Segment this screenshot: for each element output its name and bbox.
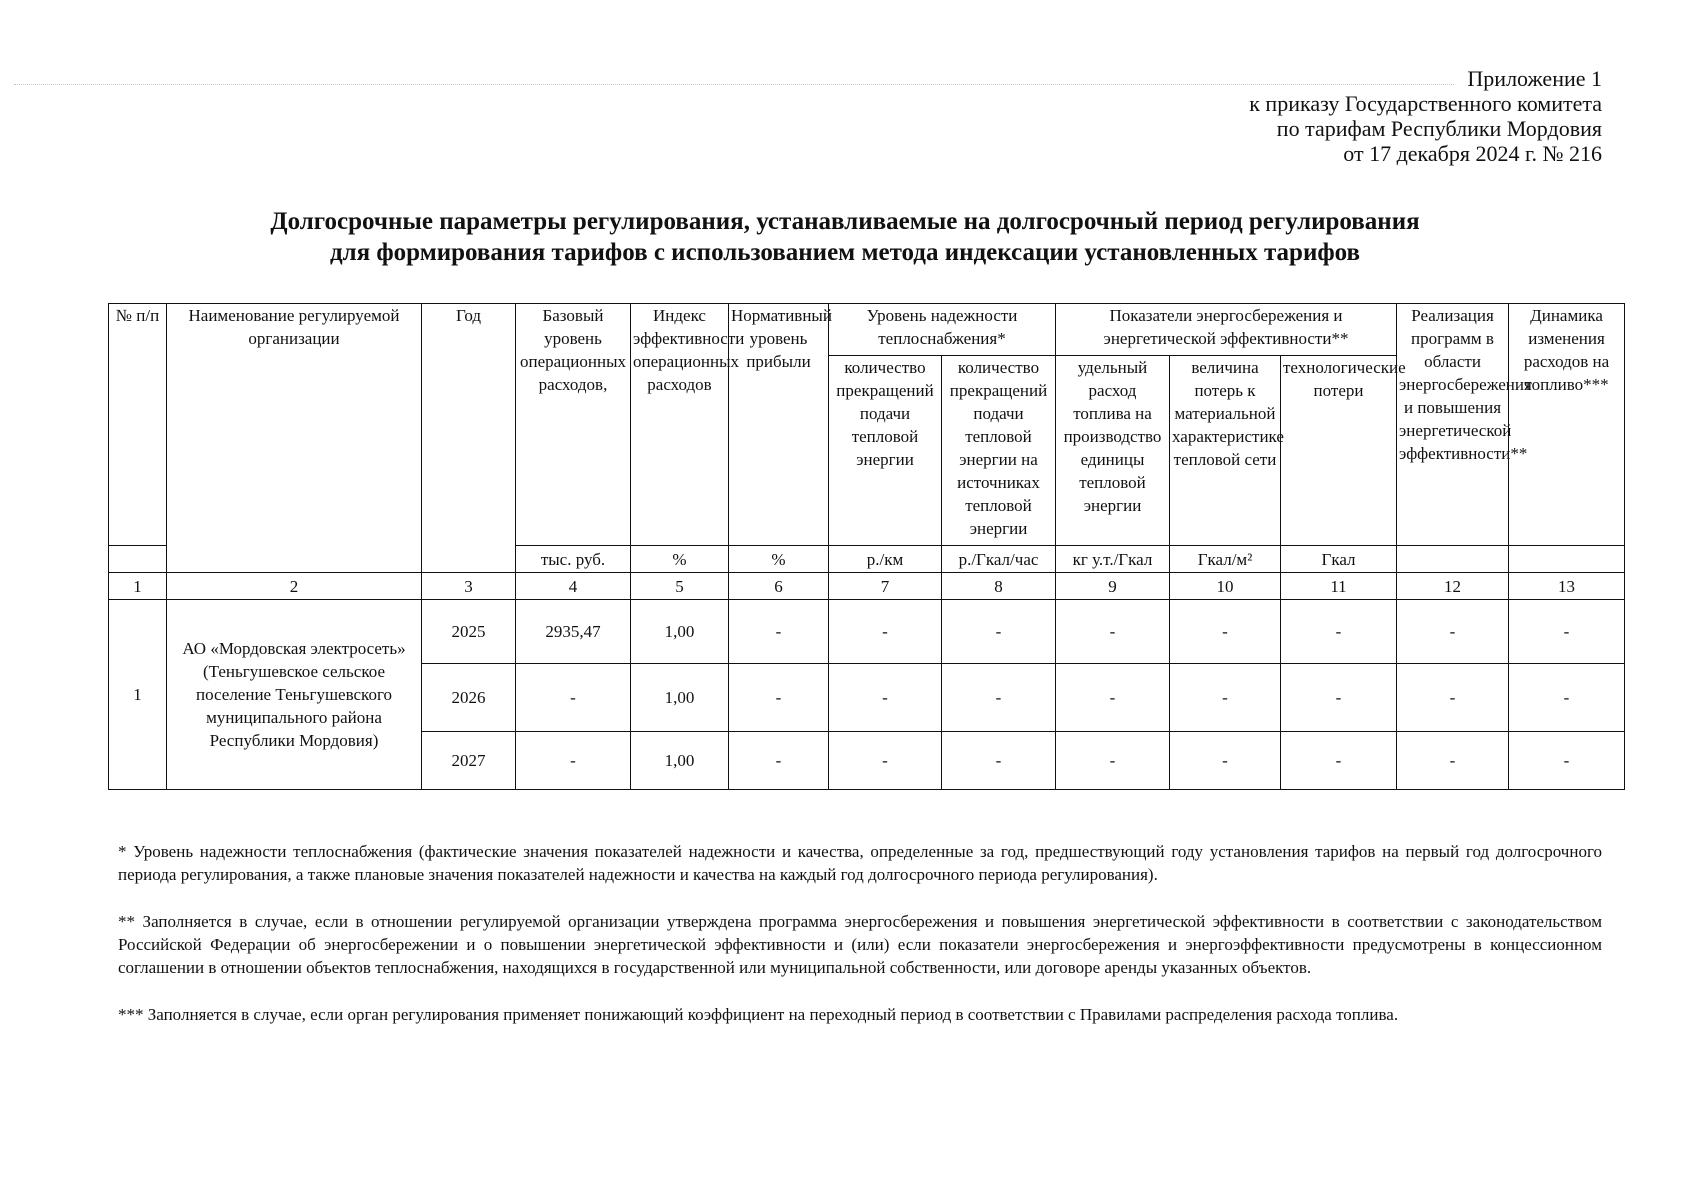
appendix-line: от 17 декабря 2024 г. № 216 (1343, 141, 1602, 166)
unit-technological-losses: Гкал (1281, 546, 1397, 573)
column-number: 11 (1281, 573, 1397, 600)
header-interruptions-sources: количество прекращений подачи тепловой энергии на источниках тепловой энергии (942, 356, 1056, 546)
cell-specific-fuel: - (1056, 600, 1170, 664)
cell-losses-material: - (1170, 600, 1281, 664)
cell-losses-material: - (1170, 732, 1281, 790)
cell-efficiency-index: 1,00 (631, 732, 729, 790)
unit-interruptions-sources: р./Гкал/час (942, 546, 1056, 573)
header-specific-fuel: удельный расход топлива на производство единицы тепловой энергии (1056, 356, 1170, 546)
document-title (150, 206, 1540, 268)
cell-base-opex: 2935,47 (516, 600, 631, 664)
unit-interruptions: р./км (829, 546, 942, 573)
cell-specific-fuel: - (1056, 732, 1170, 790)
column-number: 8 (942, 573, 1056, 600)
header-base-opex: Базовый уровень операционных расходов, (516, 304, 631, 546)
column-number: 2 (167, 573, 422, 600)
header-losses-material: величина потерь к материальной характеристике тепловой сети (1170, 356, 1281, 546)
appendix-reference (902, 66, 1602, 166)
cell-interruptions-sources: - (942, 732, 1056, 790)
cell-fuel-dynamics: - (1509, 732, 1625, 790)
title-line: Долгосрочные параметры регулирования, устанавливаемые на долгосрочный период регулирования (270, 208, 1420, 235)
footnote-fuel: *** Заполняется в случае, если орган регулирования применяет понижающий коэффициент на переходный период в соответствии с Правилами распределения расхода топлива. (118, 1005, 1399, 1024)
column-number: 1 (109, 573, 167, 600)
footnotes (118, 840, 1602, 1050)
header-programs: Реализация программ в области энергосбережения и повышения энергетической эффективности** (1397, 304, 1509, 546)
cell-profit-level: - (729, 664, 829, 732)
column-number: 13 (1509, 573, 1625, 600)
header-year: Год (422, 304, 516, 573)
cell-technological-losses: - (1281, 600, 1397, 664)
unit-base: тыс. руб. (516, 546, 631, 573)
header-org: Наименование регулируемой организации (167, 304, 422, 573)
column-number: 7 (829, 573, 942, 600)
cell-programs: - (1397, 664, 1509, 732)
cell-profit-level: - (729, 732, 829, 790)
unit-specific-fuel: кг у.т./Гкал (1056, 546, 1170, 573)
cell-losses-material: - (1170, 664, 1281, 732)
unit-index: % (631, 546, 729, 573)
unit-cell-empty (109, 546, 167, 573)
title-line: для формирования тарифов с использованием метода индексации установленных тарифов (329, 239, 1361, 266)
column-number: 10 (1170, 573, 1281, 600)
unit-norm: % (729, 546, 829, 573)
cell-fuel-dynamics: - (1509, 664, 1625, 732)
header-energy-saving: Показатели энергосбережения и энергетической эффективности** (1056, 304, 1397, 356)
cell-technological-losses: - (1281, 664, 1397, 732)
header-num: № п/п (109, 304, 167, 546)
header-efficiency-index: Индекс эффективности операционных расходов (631, 304, 729, 546)
column-number: 9 (1056, 573, 1170, 600)
cell-profit-level: - (729, 600, 829, 664)
row-number: 1 (109, 600, 167, 790)
column-number: 5 (631, 573, 729, 600)
cell-year: 2027 (422, 732, 516, 790)
cell-base-opex: - (516, 664, 631, 732)
cell-programs: - (1397, 600, 1509, 664)
column-number: 6 (729, 573, 829, 600)
cell-efficiency-index: 1,00 (631, 664, 729, 732)
footnote-reliability: * Уровень надежности теплоснабжения (фактические значения показателей надежности и качества, определенные за год, предшествующий году установления тарифов на первый год долгосрочного периода регулирования, а также плановые значения показателей надежности и качества на каждый год долгосрочного периода регулирования). (118, 842, 1602, 884)
cell-interruptions-sources: - (942, 664, 1056, 732)
header-interruptions: количество прекращений подачи тепловой энергии (829, 356, 942, 546)
cell-interruptions: - (829, 732, 942, 790)
appendix-line: Приложение 1 (1467, 66, 1602, 91)
cell-base-opex: - (516, 732, 631, 790)
cell-interruptions: - (829, 600, 942, 664)
organization-name: АО «Мордовская электросеть» (Теньгушевское сельское поселение Теньгушевского муниципального района Республики Мордовия) (167, 600, 422, 790)
header-technological-losses: технологические потери (1281, 356, 1397, 546)
column-number: 4 (516, 573, 631, 600)
cell-year: 2026 (422, 664, 516, 732)
column-number: 3 (422, 573, 516, 600)
column-number: 12 (1397, 573, 1509, 600)
header-profit-level: Нормативный уровень прибыли (729, 304, 829, 546)
unit-losses-material: Гкал/м² (1170, 546, 1281, 573)
appendix-line: по тарифам Республики Мордовия (1276, 116, 1602, 141)
unit-cell-empty (1509, 546, 1625, 573)
parameters-table (108, 303, 1625, 790)
unit-cell-empty (1397, 546, 1509, 573)
footnote-energy-saving: ** Заполняется в случае, если в отношении регулируемой организации утверждена программа энергосбережения и повышения энергетической эффективности в соответствии с законодательством Российской Федерации об энергосбережении и о повышении энергетической эффективности и (или) если показатели энергосбережения и энергоэффективности предусмотрены в концессионном соглашении в отношении объектов теплоснабжения, находящихся в государственной или муниципальной собственности, или договоре аренды указанных объектов. (118, 912, 1602, 977)
cell-interruptions: - (829, 664, 942, 732)
cell-specific-fuel: - (1056, 664, 1170, 732)
cell-year: 2025 (422, 600, 516, 664)
header-reliability: Уровень надежности теплоснабжения* (829, 304, 1056, 356)
header-fuel-dynamics: Динамика изменения расходов на топливо*** (1509, 304, 1625, 546)
cell-programs: - (1397, 732, 1509, 790)
cell-fuel-dynamics: - (1509, 600, 1625, 664)
table-row (109, 600, 1625, 664)
cell-technological-losses: - (1281, 732, 1397, 790)
appendix-line: к приказу Государственного комитета (1249, 91, 1602, 116)
cell-interruptions-sources: - (942, 600, 1056, 664)
cell-efficiency-index: 1,00 (631, 600, 729, 664)
